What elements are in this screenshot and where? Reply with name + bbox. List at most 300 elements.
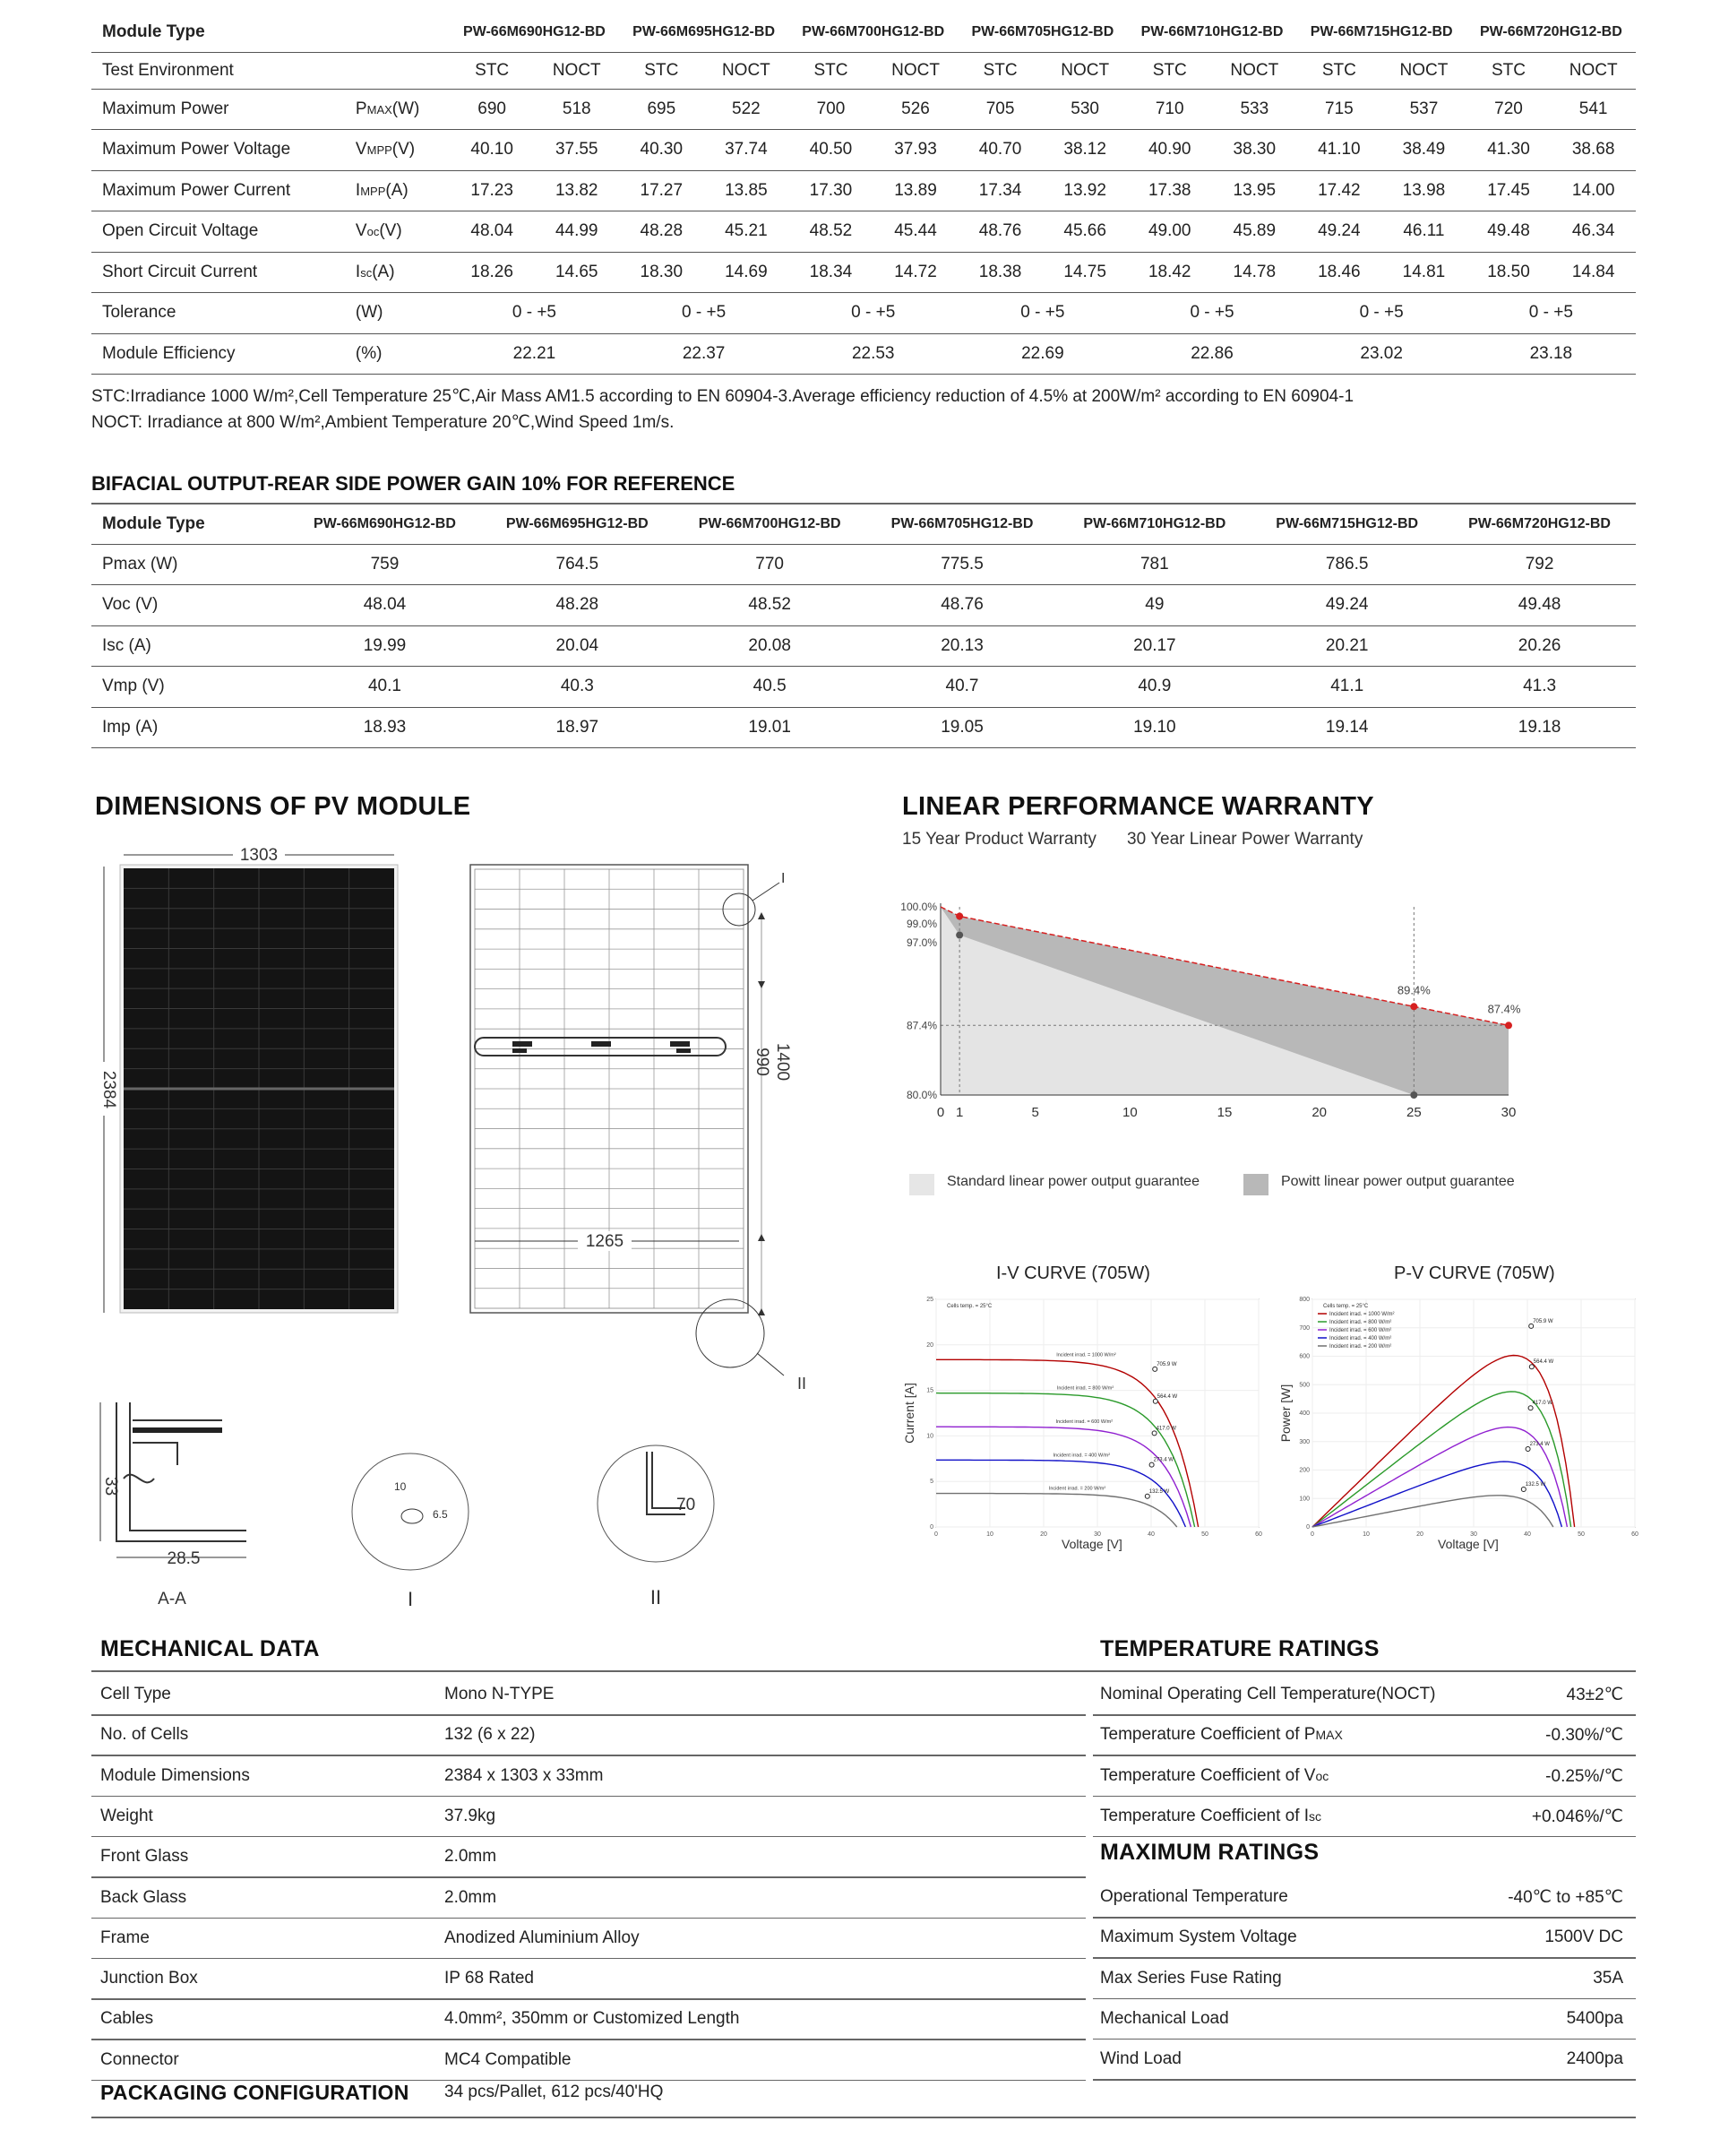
y-tick-label: 97.0% [906, 936, 937, 949]
y-tick-label: 400 [1299, 1410, 1310, 1417]
rating-key-text: Temperature Coefficient of P [1100, 1725, 1316, 1745]
series-label: Incident irrad. = 200 W/m² [1048, 1486, 1106, 1492]
x-tick-label: 10 [1363, 1531, 1370, 1538]
value-cell: 14.78 [1212, 252, 1297, 293]
value-cell: 49 [1058, 585, 1251, 626]
mech-key: Module Dimensions [100, 1765, 250, 1785]
value-cell: 40.1 [288, 667, 481, 708]
unit-main: P [355, 99, 367, 118]
value-cell: 48.76 [866, 585, 1059, 626]
rating-value: 43±2℃ [1566, 1686, 1623, 1704]
iv-title: I-V CURVE (705W) [996, 1263, 1150, 1283]
value-cell: 13.92 [1043, 170, 1128, 211]
mech-key: Frame [100, 1927, 150, 1947]
value-cell: 48.52 [788, 211, 873, 253]
mech-key: Junction Box [100, 1969, 198, 1988]
value-cell: 18.50 [1466, 252, 1552, 293]
warranty-title: LINEAR PERFORMANCE WARRANTY [902, 792, 1374, 821]
value-cell: 775.5 [866, 544, 1059, 585]
value-cell: 40.50 [788, 130, 873, 171]
value-cell: 19.05 [866, 707, 1059, 748]
condition-cell: NOCT [534, 52, 619, 89]
value-cell: 49.48 [1466, 211, 1552, 253]
value-cell: 48.28 [481, 585, 674, 626]
value-cell: 20.17 [1058, 625, 1251, 667]
value-cell: 781 [1058, 544, 1251, 585]
rating-key-sub: sc [1309, 1808, 1322, 1824]
y-tick-label: 25 [926, 1297, 933, 1303]
y-tick-label: 10 [926, 1433, 933, 1440]
warranty-chart [896, 887, 1541, 1192]
detail-i-hole [352, 1453, 469, 1610]
value-cell: 518 [534, 89, 619, 130]
model-name: PW-66M700HG12-BD [674, 505, 866, 544]
bifacial-row [91, 585, 1636, 626]
value-cell: 18.46 [1297, 252, 1382, 293]
x-tick-label: 15 [1217, 1105, 1233, 1120]
detail-ii-corner [598, 1445, 714, 1608]
legend-label: Incident irrad. = 200 W/m² [1329, 1344, 1392, 1350]
rating-key [1100, 2009, 1229, 2029]
value-cell: 17.45 [1466, 170, 1552, 211]
unit-sub: oc [366, 225, 380, 239]
rating-value: -0.25%/℃ [1545, 1766, 1623, 1786]
legend-label: Incident irrad. = 1000 W/m² [1329, 1312, 1395, 1317]
x-tick-label: 0 [936, 1105, 945, 1120]
rating-value: 1500V DC [1544, 1927, 1623, 1947]
value-cell: 40.70 [958, 130, 1043, 171]
value-cell: 18.93 [288, 707, 481, 748]
value-cell: 13.95 [1212, 170, 1297, 211]
mech-value: MC4 Compatible [444, 2049, 572, 2069]
y-tick-label: 100 [1299, 1496, 1310, 1503]
row-label: Maximum Power Current [91, 170, 356, 211]
condition-cell: STC [1466, 52, 1552, 89]
y-tick-label: 500 [1299, 1382, 1310, 1389]
value-cell: 38.68 [1551, 130, 1636, 171]
efficiency-value: 22.21 [450, 333, 619, 375]
y-tick-label: 87.4% [906, 1019, 937, 1032]
dimensions-title: DIMENSIONS OF PV MODULE [95, 792, 471, 821]
standard-point [1410, 1091, 1417, 1099]
hole-span-label: 1400 [773, 1042, 792, 1082]
condition-cell: NOCT [1381, 52, 1466, 89]
standard-point [956, 932, 963, 939]
y-tick-label: 100.0% [900, 901, 937, 913]
pv-title: P-V CURVE (705W) [1394, 1263, 1555, 1283]
mech-key: Cables [100, 2009, 154, 2029]
x-tick-label: 10 [986, 1531, 993, 1538]
cells-temp-note: Cells temp. = 25°C [1323, 1304, 1369, 1309]
module-back-view [470, 865, 806, 1393]
spec-row [91, 170, 1636, 211]
value-cell: 710 [1127, 89, 1212, 130]
iv-curve-chart [896, 1283, 1272, 1579]
value-cell: 48.76 [958, 211, 1043, 253]
value-cell: 44.99 [534, 211, 619, 253]
mpp-point [1529, 1324, 1534, 1328]
value-cell: 40.3 [481, 667, 674, 708]
value-cell: 526 [873, 89, 959, 130]
cells-temp-note: Cells temp. = 25°C [947, 1304, 993, 1309]
condition-cell: STC [1127, 52, 1212, 89]
mech-key: Cell Type [100, 1685, 171, 1703]
efficiency-value: 22.37 [619, 333, 788, 375]
warranty-subtitle-power: 30 Year Linear Power Warranty [1127, 830, 1363, 849]
y-tick-label: 80.0% [906, 1089, 937, 1101]
value-cell: 48.04 [450, 211, 535, 253]
value-cell: 49.24 [1297, 211, 1382, 253]
value-cell: 40.9 [1058, 667, 1251, 708]
mpp-point [1152, 1431, 1157, 1436]
module-dimension-drawing [90, 833, 824, 1622]
model-name: PW-66M715HG12-BD [1251, 505, 1443, 544]
unit-main: V [355, 221, 367, 241]
rating-key [1100, 1887, 1288, 1907]
value-cell: 38.12 [1043, 130, 1128, 171]
bifacial-row [91, 544, 1636, 585]
mpp-label: 705.9 W [1533, 1318, 1553, 1324]
value-cell: 792 [1443, 544, 1636, 585]
efficiency-value: 23.18 [1466, 333, 1636, 375]
width-label: 1303 [239, 846, 279, 865]
tolerance-value: 0 - +5 [1466, 293, 1636, 334]
mpp-point [1521, 1487, 1526, 1491]
value-cell: 20.04 [481, 625, 674, 667]
value-cell: 19.01 [674, 707, 866, 748]
mech-value: 132 (6 x 22) [444, 1725, 536, 1745]
electrical-spec-table [91, 13, 1636, 375]
value-cell: 20.08 [674, 625, 866, 667]
tolerance-value: 0 - +5 [619, 293, 788, 334]
value-cell: 13.89 [873, 170, 959, 211]
condition-cell: STC [450, 52, 535, 89]
model-name: PW-66M705HG12-BD [958, 13, 1127, 52]
rating-key [1100, 2049, 1182, 2069]
series-label: Incident irrad. = 600 W/m² [1055, 1419, 1114, 1426]
value-cell: 48.28 [619, 211, 704, 253]
powitt-point-label: 87.4% [1487, 1002, 1521, 1016]
condition-cell: STC [958, 52, 1043, 89]
value-cell: 40.90 [1127, 130, 1212, 171]
value-cell: 18.42 [1127, 252, 1212, 293]
value-cell: 17.42 [1297, 170, 1382, 211]
value-cell: 40.10 [450, 130, 535, 171]
spec-row [91, 130, 1636, 171]
x-tick-label: 10 [1122, 1105, 1138, 1120]
efficiency-unit: (%) [356, 333, 450, 375]
value-cell: 522 [704, 89, 789, 130]
value-cell: 18.38 [958, 252, 1043, 293]
mech-key: Front Glass [100, 1847, 189, 1867]
legend-standard-label: Standard linear power output guarantee [947, 1174, 1200, 1189]
powitt-point-label: 89.4% [1397, 983, 1431, 997]
row-label: Vmp (V) [91, 667, 288, 708]
x-tick-label: 30 [1501, 1105, 1517, 1120]
rating-key [1100, 1766, 1329, 1786]
value-cell: 18.30 [619, 252, 704, 293]
series-label: Incident irrad. = 400 W/m² [1053, 1453, 1111, 1459]
spec-row [91, 252, 1636, 293]
unit-tail: (V) [391, 140, 416, 160]
mech-value: 2384 x 1303 x 33mm [444, 1765, 604, 1785]
value-cell: 14.84 [1551, 252, 1636, 293]
test-env-label: Test Environment [91, 52, 450, 89]
value-cell: 17.38 [1127, 170, 1212, 211]
value-cell: 720 [1466, 89, 1552, 130]
mech-key: Back Glass [100, 1887, 187, 1907]
value-cell: 19.18 [1443, 707, 1636, 748]
mpp-point [1153, 1367, 1157, 1371]
condition-cell: NOCT [1043, 52, 1128, 89]
efficiency-row [91, 333, 1636, 375]
y-tick-label: 0 [930, 1524, 933, 1531]
mpp-point [1526, 1447, 1530, 1452]
row-unit [356, 89, 450, 130]
x-tick-label: 40 [1148, 1531, 1155, 1538]
section-aa-label: A-A [158, 1590, 186, 1608]
x-tick-label: 60 [1631, 1531, 1638, 1538]
tolerance-value: 0 - +5 [450, 293, 619, 334]
value-cell: 541 [1551, 89, 1636, 130]
efficiency-label: Module Efficiency [91, 333, 356, 375]
value-cell: 41.3 [1443, 667, 1636, 708]
series-label: Incident irrad. = 1000 W/m² [1056, 1352, 1116, 1358]
mech-value: 4.0mm², 350mm or Customized Length [444, 2009, 740, 2029]
value-cell: 18.97 [481, 707, 674, 748]
value-cell: 45.89 [1212, 211, 1297, 253]
frame-height-label: 33 [101, 1477, 120, 1496]
y-tick-label: 300 [1299, 1438, 1310, 1445]
unit-sub: MAX [366, 102, 392, 116]
rating-value: 2400pa [1566, 2049, 1623, 2069]
value-cell: 46.11 [1381, 211, 1466, 253]
mpp-label: 417.0 W [1156, 1426, 1176, 1432]
condition-cell: STC [619, 52, 704, 89]
spec-row [91, 89, 1636, 130]
row-label: Maximum Power [91, 89, 356, 130]
y-tick-label: 0 [1306, 1524, 1310, 1531]
model-name: PW-66M710HG12-BD [1058, 505, 1251, 544]
value-cell: 17.27 [619, 170, 704, 211]
condition-cell: NOCT [873, 52, 959, 89]
unit-sub: sc [360, 265, 373, 280]
x-tick-label: 60 [1255, 1531, 1262, 1538]
bifacial-row [91, 707, 1636, 748]
series-label: Incident irrad. = 800 W/m² [1056, 1385, 1114, 1392]
module-front-view [120, 865, 398, 1313]
x-tick-label: 30 [1470, 1531, 1477, 1538]
model-name: PW-66M690HG12-BD [450, 13, 619, 52]
x-tick-label: 25 [1406, 1105, 1422, 1120]
value-cell: 786.5 [1251, 544, 1443, 585]
mech-value: 37.9kg [444, 1806, 496, 1825]
tolerance-row [91, 293, 1636, 334]
model-name: PW-66M695HG12-BD [481, 505, 674, 544]
row-label: Short Circuit Current [91, 252, 356, 293]
row-label: Imp (A) [91, 707, 288, 748]
value-cell: 49.48 [1443, 585, 1636, 626]
hole-h-label: 6.5 [433, 1508, 448, 1521]
x-tick-label: 0 [934, 1531, 938, 1538]
row-label: Pmax (W) [91, 544, 288, 585]
mech-value: 2.0mm [444, 1887, 497, 1907]
hole-w-label: 10 [394, 1480, 407, 1493]
rating-key-text: Max Series Fuse Rating [1100, 1968, 1282, 1988]
mpp-label: 705.9 W [1157, 1361, 1177, 1367]
row-label: Voc (V) [91, 585, 288, 626]
rating-value: +0.046%/℃ [1531, 1807, 1623, 1826]
y-tick-label: 20 [926, 1341, 933, 1349]
value-cell: 41.1 [1251, 667, 1443, 708]
value-cell: 764.5 [481, 544, 674, 585]
value-cell: 14.65 [534, 252, 619, 293]
efficiency-value: 23.02 [1297, 333, 1466, 375]
unit-sub: MPP [366, 143, 392, 158]
value-cell: 37.55 [534, 130, 619, 171]
row-label: Maximum Power Voltage [91, 130, 356, 171]
value-cell: 17.30 [788, 170, 873, 211]
value-cell: 695 [619, 89, 704, 130]
tolerance-value: 0 - +5 [788, 293, 958, 334]
mpp-point [1529, 1365, 1534, 1369]
x-tick-label: 20 [1416, 1531, 1423, 1538]
value-cell: 17.34 [958, 170, 1043, 211]
mpp-point [1149, 1462, 1154, 1467]
condition-cell: STC [788, 52, 873, 89]
value-cell: 41.30 [1466, 130, 1552, 171]
value-cell: 759 [288, 544, 481, 585]
detail-ii-label: II [797, 1375, 807, 1393]
legend-label: Incident irrad. = 800 W/m² [1329, 1320, 1392, 1325]
bifacial-table [91, 505, 1636, 748]
unit-main: V [355, 140, 367, 160]
y-axis-label: Current [A] [902, 1383, 916, 1444]
value-cell: 705 [958, 89, 1043, 130]
rating-key-text: Maximum System Voltage [1100, 1927, 1297, 1947]
value-cell: 715 [1297, 89, 1382, 130]
model-name: PW-66M710HG12-BD [1127, 13, 1296, 52]
rating-value: 5400pa [1566, 2008, 1623, 2028]
y-tick-label: 15 [926, 1387, 933, 1394]
frame-width-label: 28.5 [167, 1549, 201, 1568]
corner-label: 70 [676, 1496, 696, 1514]
legend-powitt-swatch [1243, 1174, 1268, 1195]
packaging-value: 34 pcs/Pallet, 612 pcs/40'HQ [444, 2083, 664, 2101]
x-axis-label: Voltage [V] [1438, 1537, 1499, 1551]
bifacial-row [91, 625, 1636, 667]
mech-value: Mono N-TYPE [444, 1685, 555, 1703]
x-tick-label: 40 [1524, 1531, 1531, 1538]
height-label: 2384 [99, 1070, 118, 1109]
value-cell: 37.93 [873, 130, 959, 171]
powitt-point [1410, 1003, 1417, 1010]
value-cell: 40.5 [674, 667, 866, 708]
value-cell: 19.10 [1058, 707, 1251, 748]
rating-key-text: Temperature Coefficient of I [1100, 1806, 1310, 1825]
value-cell: 20.13 [866, 625, 1059, 667]
mech-value: 2.0mm [444, 1847, 497, 1867]
unit-tail: (W) [391, 99, 420, 118]
value-cell: 18.26 [450, 252, 535, 293]
rating-key [1100, 1685, 1436, 1704]
x-tick-label: 0 [1311, 1531, 1314, 1538]
rating-key-text: Temperature Coefficient of V [1100, 1765, 1316, 1785]
rating-key-text: Nominal Operating Cell Temperature(NOCT) [1100, 1685, 1436, 1703]
hole-span-label2: 990 [752, 1048, 771, 1076]
value-cell: 14.75 [1043, 252, 1128, 293]
inner-width-label: 1265 [585, 1232, 624, 1251]
powitt-point [956, 913, 963, 920]
unit-main: I [355, 262, 361, 281]
value-cell: 49.00 [1127, 211, 1212, 253]
condition-cell: NOCT [1212, 52, 1297, 89]
rating-value: 35A [1593, 1968, 1623, 1988]
x-tick-label: 50 [1201, 1531, 1208, 1538]
svg-text:I: I [781, 871, 786, 886]
value-cell: 14.81 [1381, 252, 1466, 293]
noct-note: NOCT: Irradiance at 800 W/m²,Ambient Temperature 20℃,Wind Speed 1m/s. [91, 413, 675, 432]
mpp-point [1153, 1399, 1157, 1403]
unit-sub: MPP [360, 184, 386, 198]
rating-key [1100, 1725, 1343, 1745]
rating-key [1100, 1969, 1282, 1988]
value-cell: 45.21 [704, 211, 789, 253]
spec-header-row [91, 13, 1636, 52]
maxratings-title: MAXIMUM RATINGS [1100, 1840, 1320, 1865]
value-cell: 537 [1381, 89, 1466, 130]
value-cell: 14.00 [1551, 170, 1636, 211]
rating-key-sub: MAX [1315, 1728, 1343, 1743]
rating-value: -0.30%/℃ [1545, 1726, 1623, 1746]
tolerance-value: 0 - +5 [1127, 293, 1296, 334]
value-cell: 770 [674, 544, 866, 585]
unit-main: I [355, 180, 361, 200]
mechanical-title: MECHANICAL DATA [100, 1636, 320, 1661]
value-cell: 45.44 [873, 211, 959, 253]
row-unit [356, 252, 450, 293]
tolerance-value: 0 - +5 [958, 293, 1127, 334]
condition-cell: STC [1297, 52, 1382, 89]
y-tick-label: 5 [930, 1479, 933, 1486]
bifacial-title: BIFACIAL OUTPUT-REAR SIDE POWER GAIN 10% FOR REFERENCE [91, 472, 735, 495]
row-unit [356, 211, 450, 253]
x-tick-label: 30 [1094, 1531, 1101, 1538]
condition-cell: NOCT [1551, 52, 1636, 89]
unit-tail: (A) [385, 180, 408, 200]
value-cell: 533 [1212, 89, 1297, 130]
model-name: PW-66M690HG12-BD [288, 505, 481, 544]
value-cell: 38.49 [1381, 130, 1466, 171]
value-cell: 41.10 [1297, 130, 1382, 171]
mech-key: Connector [100, 2049, 179, 2069]
model-name: PW-66M715HG12-BD [1297, 13, 1466, 52]
mpp-label: 132.5 W [1525, 1481, 1546, 1488]
temperature-title: TEMPERATURE RATINGS [1100, 1636, 1380, 1661]
mpp-label: 564.4 W [1533, 1359, 1554, 1366]
unit-tail: (A) [372, 262, 395, 281]
module-type-label: Module Type [91, 13, 450, 52]
tolerance-label: Tolerance [91, 293, 356, 334]
value-cell: 38.30 [1212, 130, 1297, 171]
mpp-point [1528, 1406, 1533, 1410]
y-tick-label: 200 [1299, 1467, 1310, 1474]
bifacial-row [91, 667, 1636, 708]
efficiency-value: 22.53 [788, 333, 958, 375]
legend-label: Incident irrad. = 600 W/m² [1329, 1328, 1392, 1333]
value-cell: 14.72 [873, 252, 959, 293]
mech-value: IP 68 Rated [444, 1969, 535, 1988]
